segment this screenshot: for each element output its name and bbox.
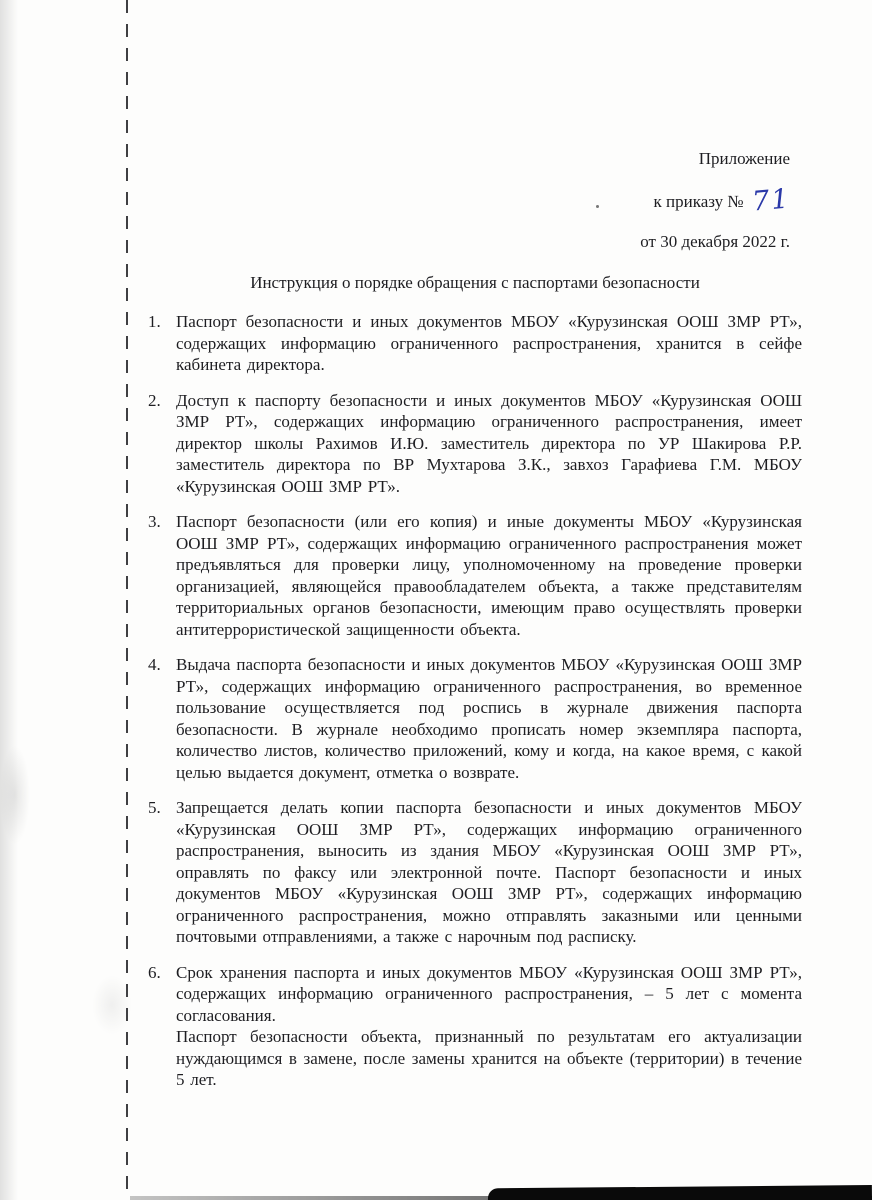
item-text — [176, 390, 802, 498]
item-number: 3. — [148, 512, 161, 531]
instruction-item-5 — [148, 797, 802, 948]
item-paragraph: Выдача паспорта безопасности и иных документов МБОУ «Курузинская ООШ ЗМР РТ», содержащих информацию ограниченного распространения, во временное пользование осуществляется под роспись в журнале движения паспорта безопасности. В журнале необходимо прописать номер экземпляра паспорта, количество листов, количество приложений, кому и когда, на какое время, с какой целью выдается документ, отметка о возврате. — [176, 655, 802, 782]
instruction-item-3 — [148, 511, 802, 640]
item-number: 4. — [148, 655, 161, 674]
instruction-list — [148, 311, 802, 1091]
item-number: 1. — [148, 312, 161, 331]
item-number: 6. — [148, 962, 161, 982]
scan-dot-artifact — [596, 205, 599, 208]
document-title: Инструкция о порядке обращения с паспортами безопасности — [250, 272, 700, 292]
document-header — [148, 148, 802, 253]
appendix-label: Приложение — [698, 149, 790, 168]
item-text — [176, 654, 802, 783]
item-text — [176, 511, 802, 640]
item-number: 2. — [148, 390, 161, 410]
document-content — [148, 148, 802, 1105]
item-paragraph: Паспорт безопасности и иных документов МБОУ «Курузинская ООШ ЗМР РТ», содержащих информацию ограниченного распространения, хранится в сейфе кабинета директора. — [176, 312, 802, 374]
item-paragraph: Срок хранения паспорта и иных документов МБОУ «Курузинская ООШ ЗМР РТ», содержащих информацию ограниченного распространения, – 5 лет с момента согласования. — [176, 962, 802, 1025]
order-prefix: к приказу № — [653, 191, 744, 211]
item-text — [176, 311, 802, 376]
item-paragraph: Паспорт безопасности объекта, признанный по результатам его актуализации нуждающимся в замене, после замены хранится на объекте (территории) в течение 5 лет. — [176, 1027, 802, 1089]
scan-smudge-artifact — [0, 745, 30, 845]
item-number: 5. — [148, 798, 161, 817]
order-number-handwritten: 71 — [750, 182, 792, 218]
instruction-item-4 — [148, 654, 802, 783]
scan-smudge-artifact-2 — [92, 975, 132, 1035]
instruction-item-6 — [148, 962, 802, 1091]
order-line — [148, 182, 792, 218]
instruction-item-2 — [148, 390, 802, 498]
item-text — [176, 962, 802, 1091]
item-paragraph: Запрещается делать копии паспорта безопасности и иных документов МБОУ «Курузинская ООШ ЗМР РТ», содержащих информацию ограниченного распространения, выносить из здания МБОУ «Курузинская ООШ ЗМР РТ», оправлять по факсу или электронной почте. Паспорт безопасности и иных документов МБОУ «Курузинская ООШ ЗМР РТ», содержащих информацию ограниченного распространения, можно отправлять заказными или ценными почтовыми отправлениями, а также с нарочным под расписку. — [176, 798, 802, 946]
item-paragraph: Паспорт безопасности (или его копия) и иные документы МБОУ «Курузинская ООШ ЗМР РТ», содержащих информацию ограниченного распространения может предъявляться для проверки лицу, уполномоченному на проведение проверки организацией, являющейся правообладателем объекта, а также представителям территориальных органов безопасности, имеющим право осуществлять проверки антитеррористической защищенности объекта. — [176, 512, 802, 639]
scan-left-shadow — [0, 0, 18, 1200]
item-paragraph: Доступ к паспорту безопасности и иных документов МБОУ «Курузинская ООШ ЗМР РТ», содержащих информацию ограниченного распространения, имеет директор школы Рахимов И.Ю. заместитель директора по УР Шакирова Р.Р. заместитель директора по ВР Мухтарова З.К., завхоз Гарафиева Г.М. МБОУ «Курузинская ООШ ЗМР РТ». — [176, 390, 802, 496]
instruction-item-1 — [148, 311, 802, 376]
scan-bottom-shadow — [488, 1185, 872, 1200]
item-text — [176, 797, 802, 948]
date-line: от 30 декабря 2022 г. — [640, 232, 790, 251]
